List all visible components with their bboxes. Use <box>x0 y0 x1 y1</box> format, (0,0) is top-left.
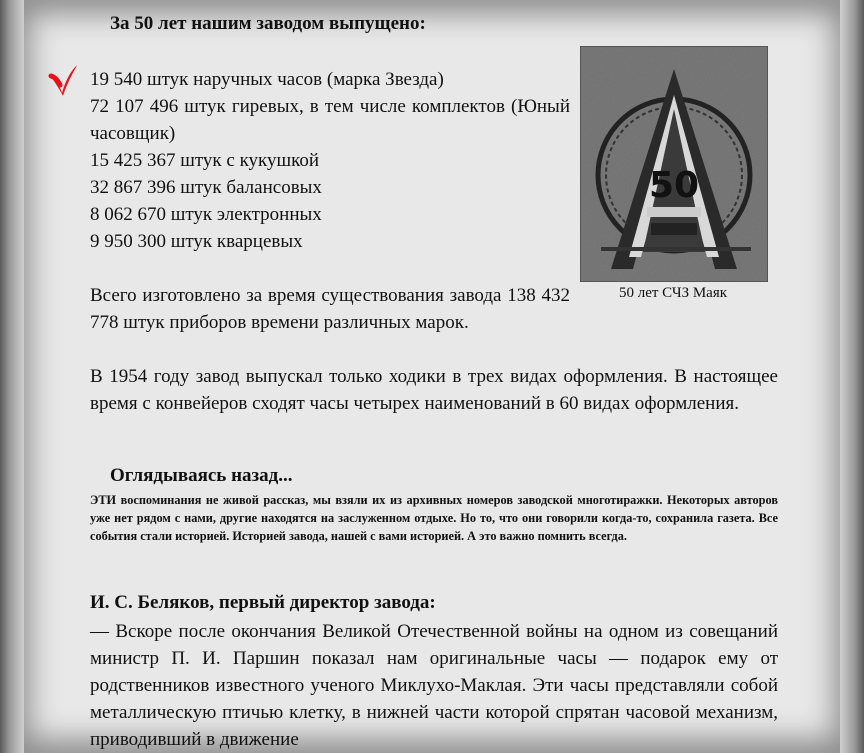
stat-item: 19 540 штук наручных часов (марка Звезда) <box>90 69 444 90</box>
memories-intro: ЭТИ воспоминания не живой рассказ, мы взяли их из архивных номеров заводской многотиражки. Некоторых авторов уже нет рядом с нами, другие находятся на заслуженном отдыхе. Но то, что они говорили когда-то, сохранила газета. Все события стали историей. Историей завода, нашей с вами историей. А это важно помнить всегда. <box>90 493 778 543</box>
anniversary-emblem-photo <box>580 46 768 282</box>
produced-heading: За 50 лет нашим заводом выпущено: <box>110 13 426 34</box>
production-stats-list <box>90 66 570 255</box>
red-checkmark-icon <box>48 62 80 98</box>
stat-item: 15 425 367 штук с кукушкой <box>90 150 320 171</box>
stat-item: 9 950 300 штук кварцевых <box>90 231 303 252</box>
stat-item: 8 062 670 штук электронных <box>90 204 322 225</box>
total-produced-text: Всего изготовлено за время существования завода 138 432 778 штук приборов времени различных марок. <box>90 285 570 333</box>
paragraph-1954: В 1954 году завод выпускал только ходики в трех видах оформления. В настоящее время с конвейеров сходят часы четырех наименований в 60 видах оформления. <box>90 366 778 414</box>
stat-item: 72 107 496 штук гиревых, в тем числе комплектов (Юный часовщик) <box>90 96 570 144</box>
director-heading: И. С. Беляков, первый директор завода: <box>90 592 436 613</box>
looking-back-heading: Оглядываясь назад... <box>110 465 293 486</box>
photo-caption: 50 лет СЧЗ Маяк <box>618 285 728 301</box>
director-story: — Вскоре после окончания Великой Отечественной войны на одном из совещаний министр П. И. Паршин показал нам оригинальные часы — подарок ему от родственников известного ученого Миклухо-Маклая. Эти часы представляли собой металлическую птичью клетку, в нижней части которой спрятан часовой механизм, приводивший в движение <box>90 621 778 750</box>
stat-item: 32 867 396 штук балансовых <box>90 177 322 198</box>
emblem-number: 50 <box>648 165 700 206</box>
